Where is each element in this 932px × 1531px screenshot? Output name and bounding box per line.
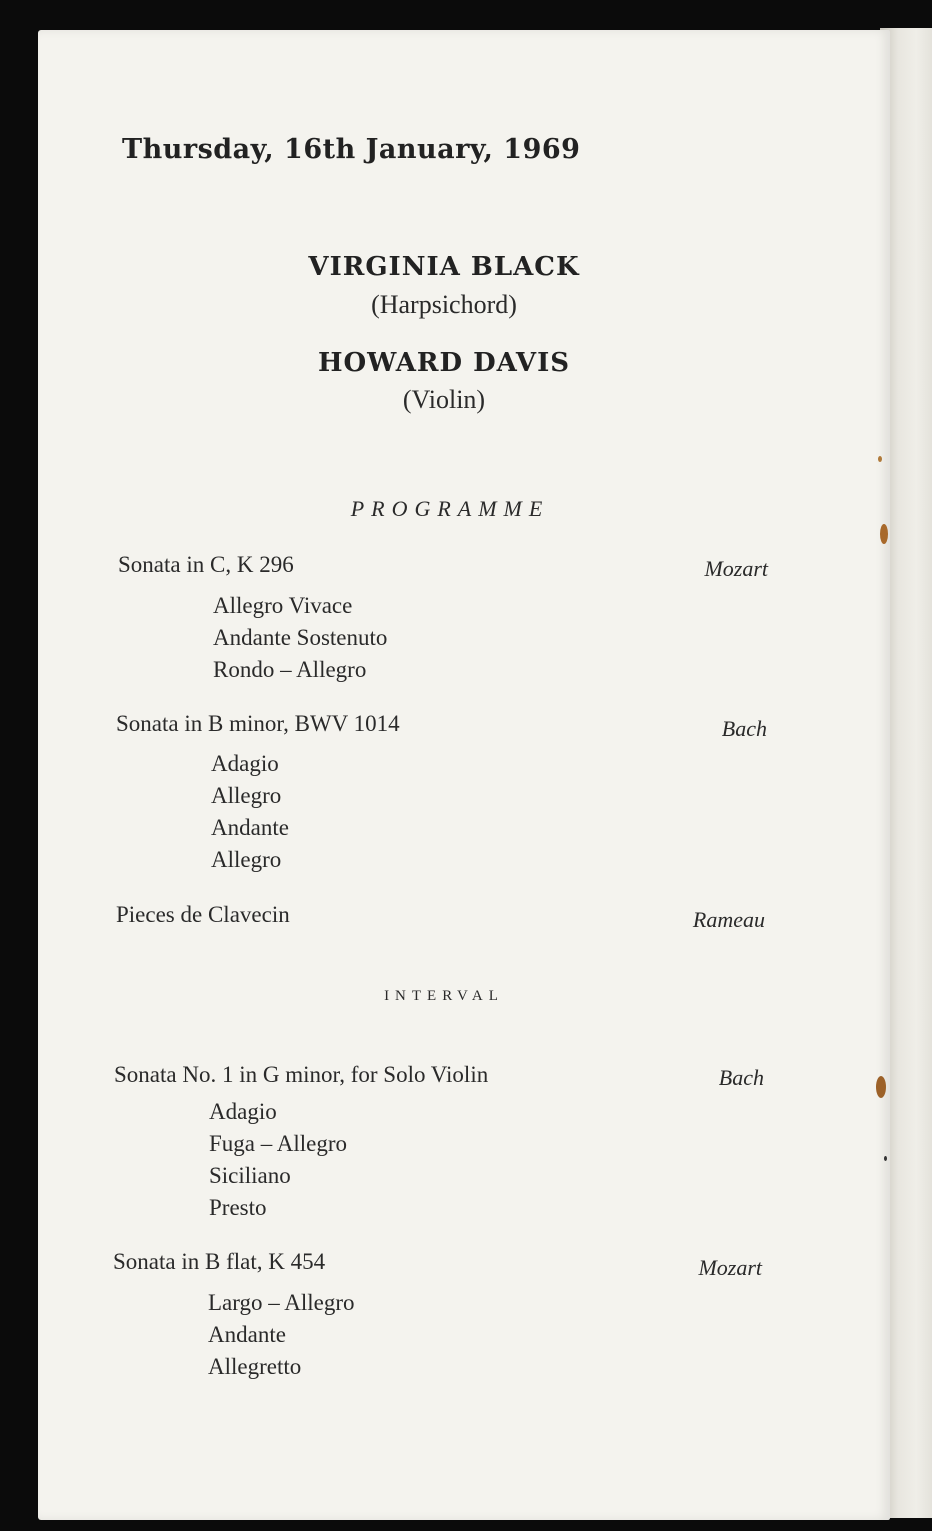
performer-name: VIRGINIA BLACK xyxy=(308,252,580,282)
work-movement: Allegretto xyxy=(208,1354,302,1379)
performer-name: HOWARD DAVIS xyxy=(317,348,571,378)
work-movement: Siciliano xyxy=(209,1163,291,1188)
concert-date-heading: Thursday, 16th January, 1969 xyxy=(122,134,581,165)
work-movement: Andante Sostenuto xyxy=(213,625,388,650)
work-movement: Allegro xyxy=(211,847,282,872)
programme-page xyxy=(38,30,890,1520)
work-composer: Bach xyxy=(718,1065,764,1090)
work-movement: Andante xyxy=(208,1322,286,1347)
work-movement: Allegro Vivace xyxy=(213,593,353,618)
work-movement: Largo – Allegro xyxy=(208,1290,355,1315)
work-title: Pieces de Clavecin xyxy=(116,902,290,927)
work-movement: Rondo – Allegro xyxy=(213,657,367,682)
work-movement: Allegro xyxy=(211,783,282,808)
programme-heading: PROGRAMME xyxy=(350,496,550,521)
work-composer: Mozart xyxy=(704,556,768,581)
work-movement: Adagio xyxy=(209,1099,277,1124)
work-movement: Presto xyxy=(209,1195,267,1220)
performer-instrument: (Violin) xyxy=(402,385,486,414)
work-composer: Mozart xyxy=(698,1255,762,1280)
work-movement: Fuga – Allegro xyxy=(209,1131,347,1156)
work-title: Sonata in B flat, K 454 xyxy=(113,1249,326,1274)
work-movement: Andante xyxy=(211,815,289,840)
work-composer: Bach xyxy=(721,716,767,741)
work-title: Sonata in B minor, BWV 1014 xyxy=(116,711,400,736)
work-movement: Adagio xyxy=(211,751,279,776)
work-composer: Rameau xyxy=(692,907,765,932)
interval-label: INTERVAL xyxy=(384,988,504,1004)
stain-mark xyxy=(884,1156,887,1161)
stain-mark xyxy=(878,456,882,462)
work-title: Sonata No. 1 in G minor, for Solo Violin xyxy=(114,1062,489,1087)
stain-mark xyxy=(876,1076,886,1098)
work-title: Sonata in C, K 296 xyxy=(118,552,294,577)
stain-mark xyxy=(880,524,888,544)
performer-instrument: (Harpsichord) xyxy=(371,290,517,319)
